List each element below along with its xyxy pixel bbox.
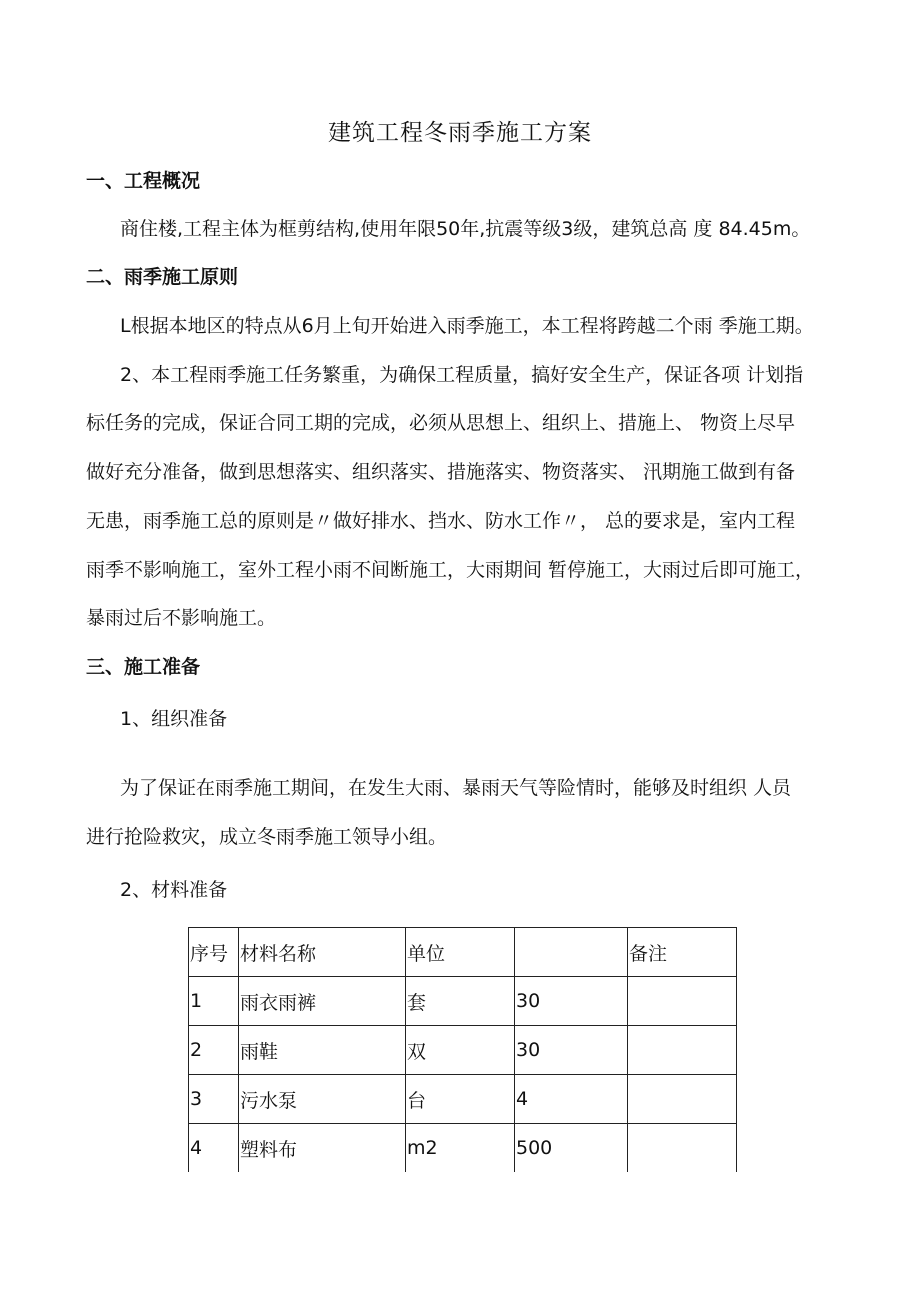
paragraph-principle-2-line: 暴雨过后不影响施工。 bbox=[86, 607, 277, 629]
section-heading-principles: 二、雨季施工原则 bbox=[86, 266, 239, 288]
paragraph-overview: 商住楼,工程主体为框剪结构,使用年限50年,抗震等级3级，建筑总高 度 84.45m。 bbox=[120, 218, 811, 240]
table-cell bbox=[628, 1124, 737, 1173]
table-row bbox=[189, 977, 737, 1026]
table-cell bbox=[628, 1026, 737, 1075]
header-cell-index: 序号 bbox=[189, 928, 239, 977]
paragraph-principle-2-line: 雨季不影响施工，室外工程小雨不间断施工，大雨期间 暂停施工，大雨过后即可施工， bbox=[86, 559, 815, 581]
section-heading-preparation: 三、施工准备 bbox=[86, 656, 201, 678]
table-row bbox=[189, 1026, 737, 1075]
table-cell: m2 bbox=[406, 1124, 515, 1173]
document-title: 建筑工程冬雨季施工方案 bbox=[328, 120, 592, 146]
table-cell: 30 bbox=[515, 1026, 628, 1075]
table-cell: 塑料布 bbox=[239, 1124, 406, 1173]
subheading-materials: 2、材料准备 bbox=[120, 879, 228, 901]
paragraph-principle-2-line: 做好充分准备，做到思想落实、组织落实、措施落实、物资落实、 汛期施工做到有备 bbox=[86, 461, 796, 483]
paragraph-principle-2-line: 2、本工程雨季施工任务繁重，为确保工程质量，搞好安全生产，保证各项 计划指 bbox=[120, 364, 804, 386]
paragraph-principle-2-line: 标任务的完成，保证合同工期的完成，必须从思想上、组织上、措施上、 物资上尽早 bbox=[86, 412, 796, 434]
header-cell-name: 材料名称 bbox=[239, 928, 406, 977]
table-header-row bbox=[189, 928, 737, 977]
table-cell: 1 bbox=[189, 977, 239, 1026]
materials-table bbox=[188, 927, 737, 1172]
paragraph-principle-2-line: 无患，雨季施工总的原则是〃做好排水、挡水、防水工作〃， 总的要求是，室内工程 bbox=[86, 510, 796, 532]
header-cell-unit: 单位 bbox=[406, 928, 515, 977]
paragraph-organization-line: 进行抢险救灾，成立冬雨季施工领导小组。 bbox=[86, 826, 448, 848]
table-cell: 套 bbox=[406, 977, 515, 1026]
table-cell: 500 bbox=[515, 1124, 628, 1173]
table-cell: 雨衣雨裤 bbox=[239, 977, 406, 1026]
table-cell: 4 bbox=[515, 1075, 628, 1124]
table-row bbox=[189, 1124, 737, 1173]
table-cell: 污水泵 bbox=[239, 1075, 406, 1124]
paragraph-organization-line: 为了保证在雨季施工期间，在发生大雨、暴雨天气等险情时，能够及时组织 人员 bbox=[120, 777, 792, 799]
paragraph-principle-1: L根据本地区的特点从6月上旬开始进入雨季施工，本工程将跨越二个雨 季施工期。 bbox=[120, 315, 814, 337]
table-cell: 30 bbox=[515, 977, 628, 1026]
table-cell bbox=[628, 977, 737, 1026]
header-cell-remarks: 备注 bbox=[628, 928, 737, 977]
table-cell: 3 bbox=[189, 1075, 239, 1124]
header-cell-quantity bbox=[515, 928, 628, 977]
table-cell: 2 bbox=[189, 1026, 239, 1075]
subheading-organization: 1、组织准备 bbox=[120, 708, 228, 730]
table-cell: 4 bbox=[189, 1124, 239, 1173]
table-cell: 台 bbox=[406, 1075, 515, 1124]
table-cell: 雨鞋 bbox=[239, 1026, 406, 1075]
table-cell bbox=[628, 1075, 737, 1124]
table-row bbox=[189, 1075, 737, 1124]
section-heading-overview: 一、工程概况 bbox=[86, 170, 201, 192]
table-cell: 双 bbox=[406, 1026, 515, 1075]
